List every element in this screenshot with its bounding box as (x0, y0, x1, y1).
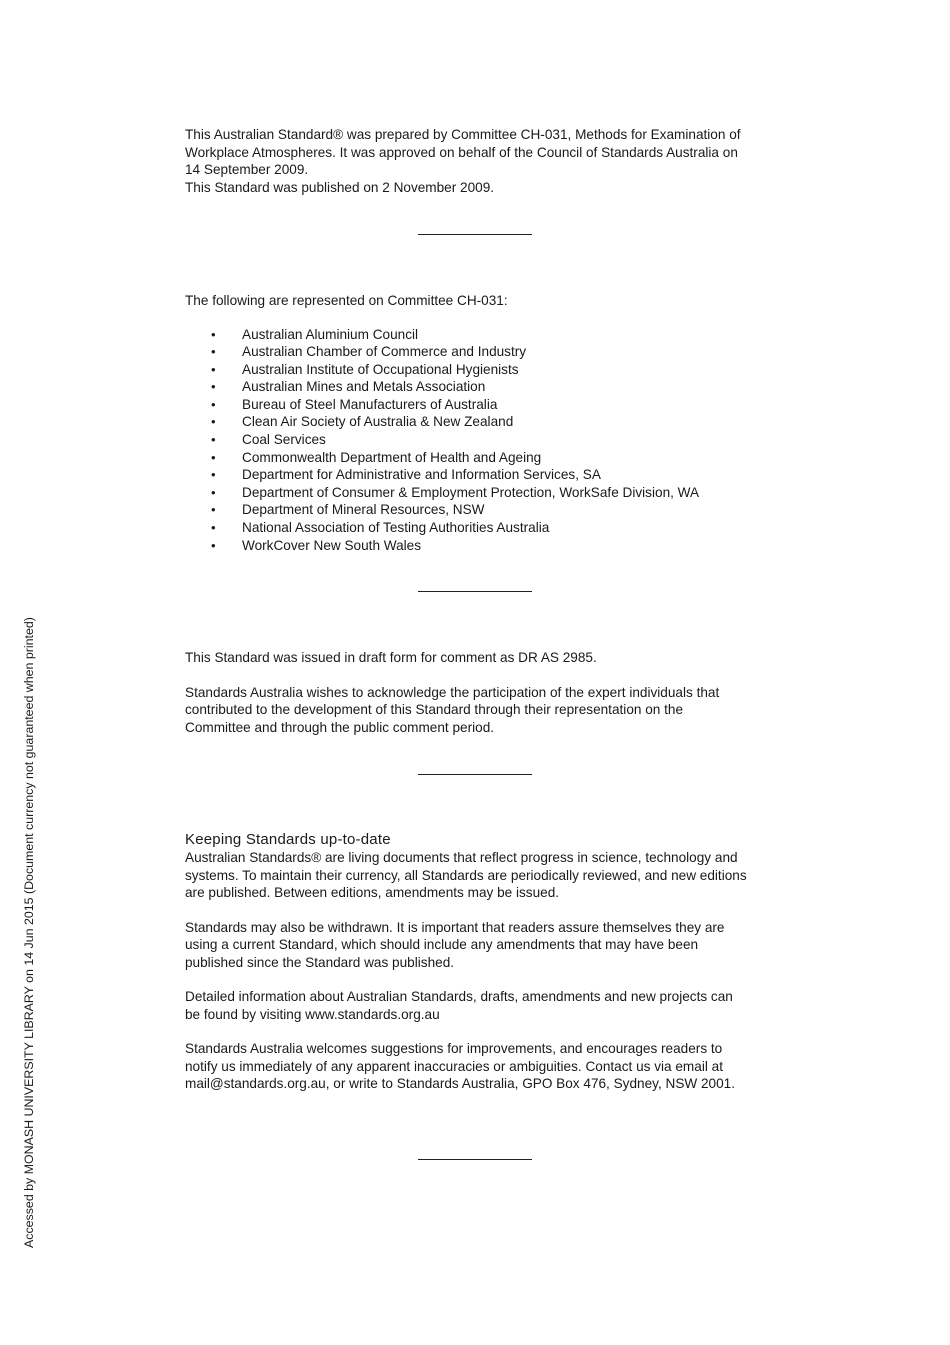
list-item (185, 343, 770, 361)
bullet-icon: • (211, 502, 216, 518)
list-item (185, 519, 770, 537)
uptodate-p1-line-1: Australian Standards® are living documents that reflect progress in science, technology and (185, 850, 738, 865)
list-item (185, 361, 770, 379)
uptodate-p2-line-3: published since the Standard was published. (185, 954, 455, 970)
uptodate-section (185, 830, 770, 1093)
list-item (185, 396, 770, 414)
list-item (185, 431, 770, 449)
access-watermark: Accessed by MONASH UNIVERSITY LIBRARY on 14 Jun 2015 (Document currency not guaranteed when printed) (22, 617, 36, 1248)
bullet-icon: • (211, 344, 216, 360)
acknowledgement-line-2: contributed to the development of this Standard through their representation on the (185, 702, 684, 717)
member-name: Department for Administrative and Information Services, SA (242, 467, 601, 483)
bullet-icon: • (211, 361, 216, 377)
bullet-icon: • (211, 449, 216, 465)
list-item (185, 378, 770, 396)
list-item (185, 537, 770, 555)
bullet-icon: • (211, 467, 216, 483)
divider-3 (418, 774, 532, 775)
bullet-icon: • (211, 484, 216, 500)
bullet-icon: • (211, 432, 216, 448)
bullet-icon: • (211, 537, 216, 553)
section-heading: Keeping Standards up-to-date (185, 831, 391, 848)
member-name: Australian Chamber of Commerce and Industry (242, 344, 527, 360)
committee-section (185, 292, 770, 554)
member-name: Department of Mineral Resources, NSW (242, 502, 485, 518)
member-name: Australian Mines and Metals Association (242, 379, 486, 395)
uptodate-p4-line-1: Standards Australia welcomes suggestions for improvements, and encourages readers to (185, 1041, 723, 1056)
preparation-statement (185, 126, 770, 196)
member-name: Clean Air Society of Australia & New Zealand (242, 414, 514, 430)
uptodate-p4-line-2: notify us immediately of any apparent inaccuracies or ambiguities. Contact us via email at (185, 1058, 723, 1074)
member-name: Australian Aluminium Council (242, 326, 419, 342)
uptodate-p2-line-1: Standards may also be withdrawn. It is important that readers assure themselves they are (185, 919, 725, 935)
member-name: Bureau of Steel Manufacturers of Australia (242, 396, 498, 412)
draft-section (185, 649, 770, 736)
member-name: WorkCover New South Wales (242, 537, 422, 553)
member-name: National Association of Testing Authorities Australia (242, 520, 550, 536)
committee-intro: The following are represented on Committee CH-031: (185, 293, 508, 308)
uptodate-p2-line-2: using a current Standard, which should include any amendments that may have been (185, 937, 699, 952)
divider-4 (418, 1159, 532, 1160)
prep-line-2: Workplace Atmospheres. It was approved on behalf of the Council of Standards Australia on (185, 144, 738, 160)
list-item (185, 484, 770, 502)
list-item (185, 449, 770, 467)
member-name: Commonwealth Department of Health and Ageing (242, 449, 542, 465)
uptodate-p3-line-2: be found by visiting www.standards.org.au (185, 1006, 440, 1022)
list-item (185, 501, 770, 519)
list-item (185, 466, 770, 484)
acknowledgement-line-1: Standards Australia wishes to acknowledge the participation of the expert individuals that (185, 684, 720, 700)
member-name: Department of Consumer & Employment Protection, WorkSafe Division, WA (242, 484, 700, 500)
divider-2 (418, 591, 532, 592)
list-item (185, 326, 770, 344)
uptodate-p4-line-3: mail@standards.org.au, or write to Standards Australia, GPO Box 476, Sydney, NSW 2001. (185, 1076, 736, 1091)
draft-issued: This Standard was issued in draft form for comment as DR AS 2985. (185, 650, 597, 665)
bullet-icon: • (211, 520, 216, 536)
bullet-icon: • (211, 414, 216, 430)
bullet-icon: • (211, 326, 216, 342)
acknowledgement-line-3: Committee and through the public comment period. (185, 719, 495, 735)
uptodate-p1-line-3: are published. Between editions, amendments may be issued. (185, 885, 560, 900)
uptodate-p3-line-1: Detailed information about Australian Standards, drafts, amendments and new projects can (185, 989, 733, 1004)
divider-1 (418, 234, 532, 235)
publication-date: This Standard was published on 2 November 2009. (185, 179, 495, 195)
committee-member-list (185, 326, 770, 555)
bullet-icon: • (211, 396, 216, 412)
prep-line-1: This Australian Standard® was prepared by Committee CH-031, Methods for Examination of (185, 127, 741, 142)
list-item (185, 413, 770, 431)
prep-line-3: 14 September 2009. (185, 162, 309, 177)
uptodate-p1-line-2: systems. To maintain their currency, all Standards are periodically reviewed, and new editions (185, 867, 747, 883)
member-name: Coal Services (242, 432, 326, 448)
member-name: Australian Institute of Occupational Hygienists (242, 361, 519, 377)
bullet-icon: • (211, 379, 216, 395)
